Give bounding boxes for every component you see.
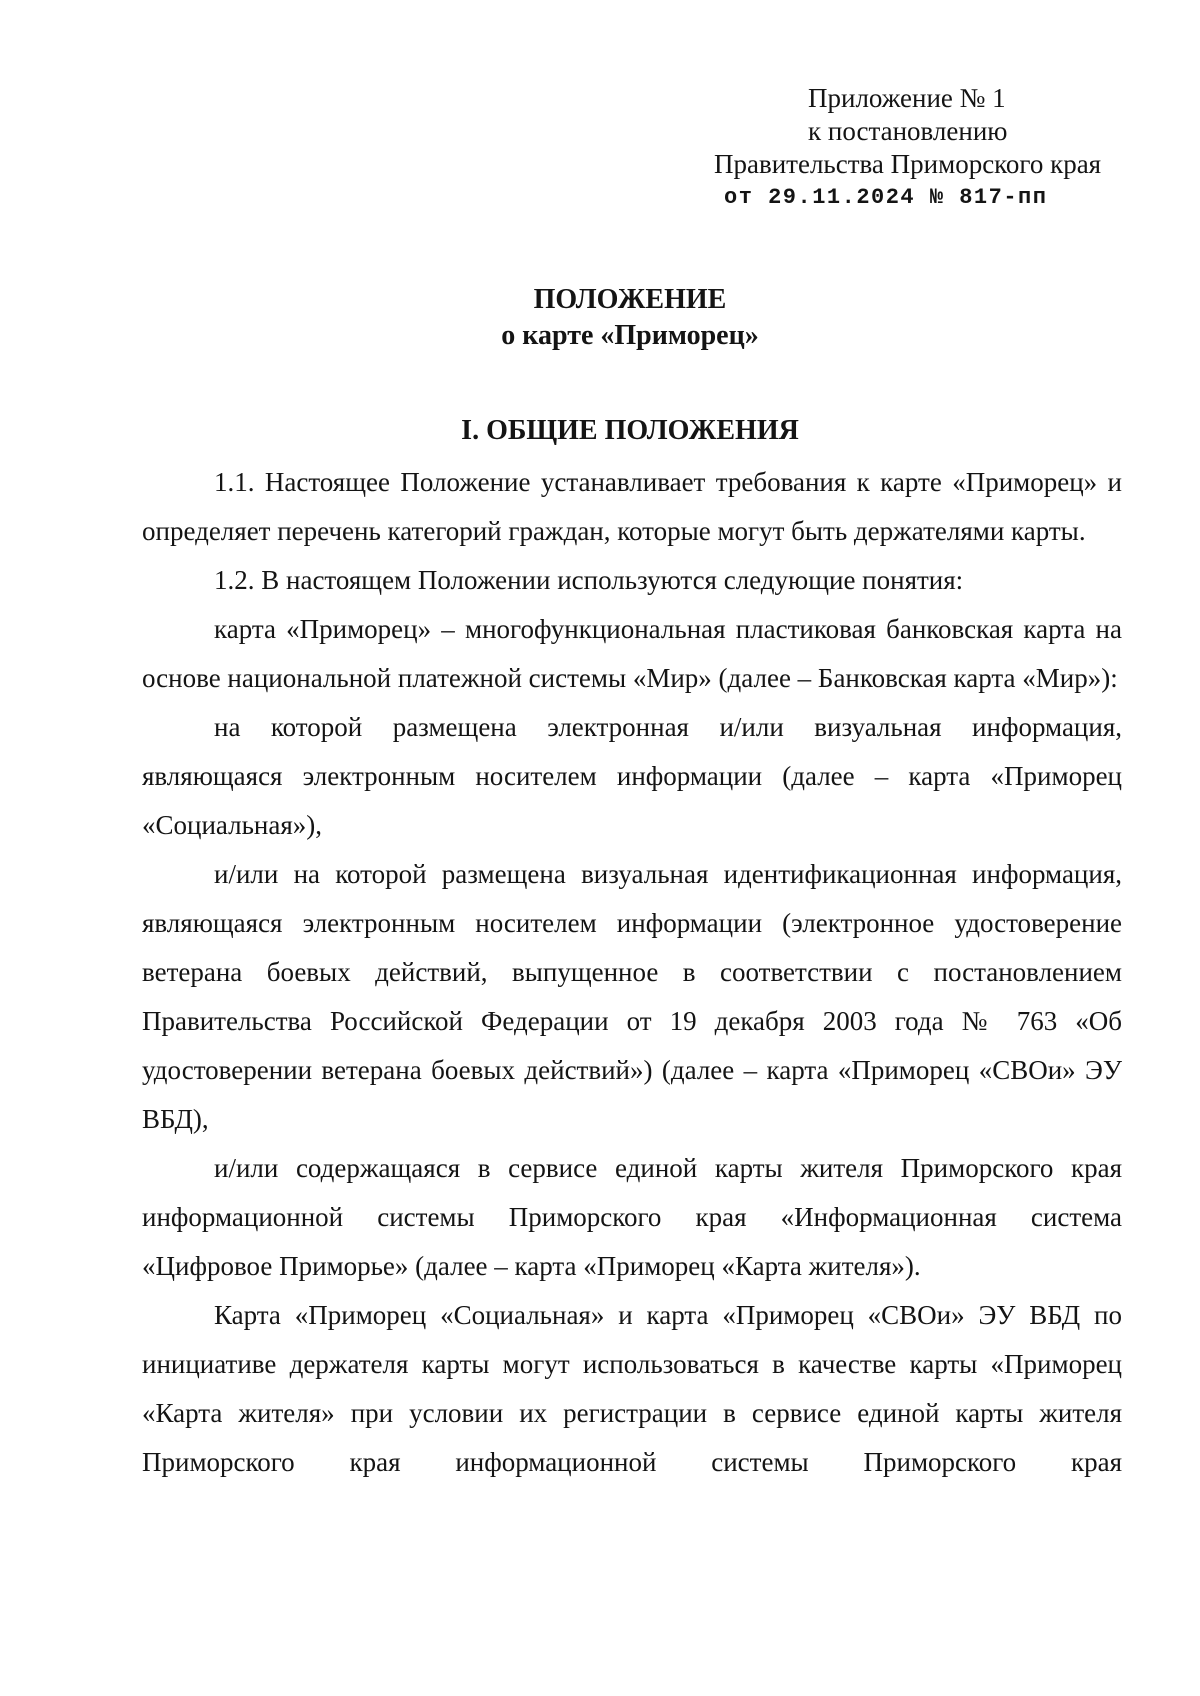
title-subtitle: о карте «Приморец» [501, 320, 759, 351]
annex-date-number: от 29.11.2024 № 817-пп [724, 185, 1048, 210]
paragraph-social-card: на которой размещена электронная и/или визуальная информация, являющаяся электронным носителем информации (далее – карта «Приморец «Социальная»), [142, 712, 1122, 840]
paragraph-card-definition: карта «Приморец» – многофункциональная пластиковая банковская карта на основе национальной платежной системы «Мир» (далее – Банковская карта «Мир»): [142, 614, 1122, 693]
section-body [142, 458, 1122, 1487]
paragraph-1-2: 1.2. В настоящем Положении используются следующие понятия: [214, 565, 964, 595]
paragraph-veteran-card: и/или на которой размещена визуальная идентификационная информация, являющаяся электронным носителем информации (электронное удостоверение ветерана боевых действий, выпущенное в соответствии с постановлением Правительства Российской Федерации от 19 декабря 2003 года № 763 «Об удостоверении ветерана боевых действий») (далее – карта «Приморец «СВОи» ЭУ ВБД), [142, 859, 1122, 1134]
annex-government: Правительства Приморского края [714, 149, 1102, 179]
document-title [0, 282, 1200, 354]
paragraph-resident-card: и/или содержащаяся в сервисе единой карты жителя Приморского края информационной системы Приморского края «Информационная система «Цифровое Приморье» (далее – карта «Приморец «Карта жителя»). [142, 1153, 1122, 1281]
section-heading: I. ОБЩИЕ ПОЛОЖЕНИЯ [461, 415, 799, 446]
paragraph-card-usage: Карта «Приморец «Социальная» и карта «Приморец «СВОи» ЭУ ВБД по инициативе держателя карты могут использоваться в качестве карты «Приморец «Карта жителя» при условии их регистрации в сервисе единой карты жителя Приморского края информационной системы Приморского края [142, 1300, 1122, 1477]
annex-reference [700, 82, 1120, 214]
paragraph-1-1: 1.1. Настоящее Положение устанавливает требования к карте «Приморец» и определяет перечень категорий граждан, которые могут быть держателями карты. [142, 467, 1122, 546]
annex-number: Приложение № 1 [808, 83, 1006, 113]
annex-to-resolution: к постановлению [808, 116, 1008, 146]
title-main: ПОЛОЖЕНИЕ [533, 284, 727, 315]
